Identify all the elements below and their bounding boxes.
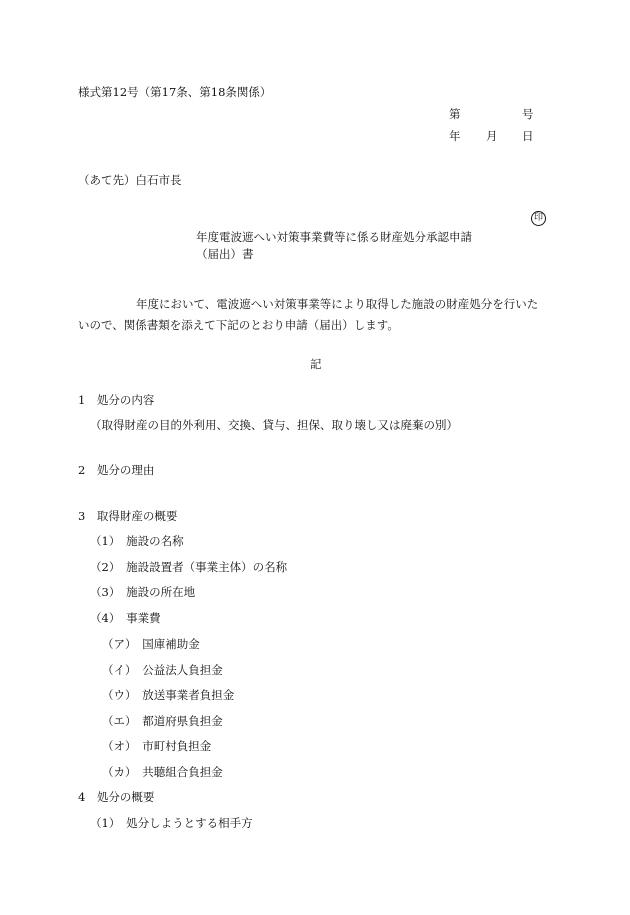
section-3-item: （4） 事業費 [90,611,161,625]
section-3-item: （3） 施設の所在地 [90,585,196,599]
section-1-heading: 1 処分の内容 [78,393,155,407]
seal-mark: 印 [531,211,546,226]
document-title-line1: 年度電波遮へい対策事業費等に係る財産処分承認申請 [196,230,472,244]
addressee: （あて先）白石市長 [78,173,182,187]
section-3-item: （1） 施設の名称 [90,534,184,548]
number-suffix: 号 [522,107,534,121]
project-cost-subitem: （イ） 公益法人負担金 [102,663,223,677]
date-month: 月 [486,129,498,143]
section-1-note: （取得財産の目的外利用、交換、貸与、担保、取り壊し又は廃棄の別） [90,418,458,432]
ki-heading: 記 [310,357,322,371]
section-4-item: （1） 処分しようとする相手方 [90,816,253,830]
project-cost-subitem: （ア） 国庫補助金 [102,637,200,651]
form-label: 様式第12号（第17条、第18条関係） [78,85,272,99]
project-cost-subitem: （カ） 共聴組合負担金 [102,765,223,779]
project-cost-subitem: （エ） 都道府県負担金 [102,714,223,728]
date-day: 日 [522,129,534,143]
body-text-line2: いので、関係書類を添えて下記のとおり申請（届出）します。 [78,318,399,332]
section-3-item: （2） 施設設置者（事業主体）の名称 [90,560,288,574]
project-cost-subitem: （ウ） 放送事業者負担金 [102,688,235,702]
section-2-heading: 2 処分の理由 [78,463,155,477]
project-cost-subitem: （オ） 市町村負担金 [102,739,212,753]
section-3-heading: 3 取得財産の概要 [78,509,178,523]
section-4-heading: 4 処分の概要 [78,790,155,804]
body-text-line1: 年度において、電波遮へい対策事業等により取得した施設の財産処分を行いた [136,297,539,311]
number-prefix: 第 [449,107,461,121]
document-title-line2: （届出）書 [196,247,254,261]
date-year: 年 [449,129,461,143]
